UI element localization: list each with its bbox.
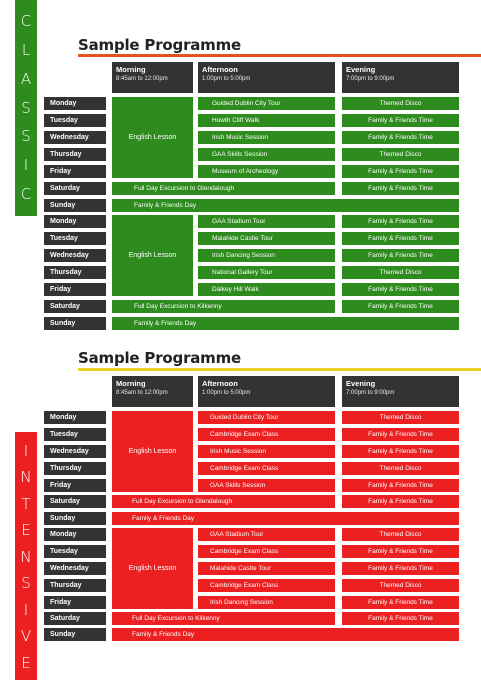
classic-morning-header bbox=[112, 62, 193, 93]
classic-evening-activity: Family & Friends Time bbox=[342, 283, 459, 296]
classic-day-label: Wednesday bbox=[44, 131, 106, 144]
header-title: Morning bbox=[116, 65, 146, 74]
intensive-sunday-activity: Family & Friends Day bbox=[112, 512, 459, 525]
header-time: 8:45am to 12:00pm bbox=[116, 76, 168, 82]
classic-letter: C bbox=[20, 185, 32, 204]
intensive-letter: E bbox=[21, 521, 31, 539]
intensive-day-label: Wednesday bbox=[44, 445, 106, 458]
classic-afternoon-activity: Museum of Archeology bbox=[198, 165, 335, 178]
classic-letter: L bbox=[21, 40, 31, 59]
intensive-day-label: Tuesday bbox=[44, 428, 106, 441]
classic-letter: I bbox=[23, 156, 29, 175]
intensive-afternoon-activity: Guided Dublin City Tour bbox=[198, 411, 335, 424]
classic-sunday-activity: Family & Friends Day bbox=[112, 199, 459, 212]
classic-afternoon-activity: GAA Skills Session bbox=[198, 148, 335, 161]
intensive-day-label: Sunday bbox=[44, 512, 106, 525]
intensive-day-label: Friday bbox=[44, 596, 106, 609]
intensive-afternoon-activity: Cambridge Exam Class bbox=[198, 579, 335, 592]
intensive-evening-activity: Family & Friends Time bbox=[342, 562, 459, 575]
intensive-evening-header bbox=[342, 376, 459, 407]
header-time: 7:00pm to 9:00pm bbox=[346, 76, 395, 82]
classic-evening-activity: Family & Friends Time bbox=[342, 182, 459, 195]
intensive-letter: E bbox=[21, 653, 31, 672]
intensive-afternoon-activity: Malahide Castle Tour bbox=[198, 562, 335, 575]
classic-day-label: Tuesday bbox=[44, 114, 106, 127]
intensive-day-label: Monday bbox=[44, 411, 106, 424]
classic-evening-activity: Themed Disco bbox=[342, 148, 459, 161]
classic-afternoon-activity: Malahide Castle Tour bbox=[198, 232, 335, 245]
classic-evening-activity: Themed Disco bbox=[342, 97, 459, 110]
intensive-day-label: Sunday bbox=[44, 628, 106, 641]
intensive-day-label: Monday bbox=[44, 528, 106, 541]
intensive-day-label: Friday bbox=[44, 479, 106, 492]
classic-day-label: Friday bbox=[44, 283, 106, 296]
intensive-title-rule bbox=[78, 368, 481, 371]
classic-title-rule bbox=[78, 54, 481, 57]
intensive-evening-activity: Themed Disco bbox=[342, 579, 459, 592]
classic-day-label: Wednesday bbox=[44, 249, 106, 262]
classic-week1-english-lesson: English Lesson bbox=[112, 97, 193, 178]
intensive-sunday-activity: Family & Friends Day bbox=[112, 628, 459, 641]
intensive-evening-activity: Family & Friends Time bbox=[342, 545, 459, 558]
classic-letter: S bbox=[21, 127, 31, 146]
intensive-day-label: Saturday bbox=[44, 612, 106, 625]
intensive-afternoon-activity: GAA Stadium Tour bbox=[198, 528, 335, 541]
classic-letter: S bbox=[21, 98, 31, 117]
header-title: Afternoon bbox=[202, 379, 238, 388]
classic-day-label: Saturday bbox=[44, 182, 106, 195]
intensive-saturday-excursion: Full Day Excursion to Kilkenny bbox=[112, 612, 335, 625]
classic-afternoon-activity: Irish Music Session bbox=[198, 131, 335, 144]
classic-week2-english-lesson: English Lesson bbox=[112, 215, 193, 296]
intensive-afternoon-activity: Irish Music Session bbox=[198, 445, 335, 458]
header-title: Evening bbox=[346, 65, 376, 74]
classic-day-label: Thursday bbox=[44, 266, 106, 279]
classic-afternoon-activity: Dalkey Hill Walk bbox=[198, 283, 335, 296]
intensive-week1-english-lesson: English Lesson bbox=[112, 411, 193, 492]
intensive-letter: V bbox=[20, 627, 32, 645]
header-time: 8:45am to 12:00pm bbox=[116, 390, 168, 396]
intensive-letter: I bbox=[23, 600, 29, 619]
classic-afternoon-activity: Guided Dublin City Tour bbox=[198, 97, 335, 110]
intensive-evening-activity: Themed Disco bbox=[342, 528, 459, 541]
intensive-day-label: Thursday bbox=[44, 579, 106, 592]
classic-letter: C bbox=[20, 11, 32, 30]
intensive-evening-activity: Family & Friends Time bbox=[342, 479, 459, 492]
classic-afternoon-activity: National Gallery Tour bbox=[198, 266, 335, 279]
classic-day-label: Monday bbox=[44, 215, 106, 228]
intensive-day-label: Tuesday bbox=[44, 545, 106, 558]
intensive-evening-activity: Family & Friends Time bbox=[342, 428, 459, 441]
classic-side-label bbox=[15, 0, 37, 216]
header-time: 1:00pm to 5:00pm bbox=[202, 76, 251, 82]
intensive-day-label: Thursday bbox=[44, 462, 106, 475]
classic-day-label: Monday bbox=[44, 97, 106, 110]
classic-saturday-excursion: Full Day Excursion to Glendalough bbox=[112, 182, 335, 195]
intensive-day-label: Wednesday bbox=[44, 562, 106, 575]
header-time: 1:00pm to 5:00pm bbox=[202, 390, 251, 396]
intensive-evening-activity: Family & Friends Time bbox=[342, 596, 459, 609]
intensive-side-label bbox=[15, 432, 37, 680]
intensive-title: Sample Programme bbox=[78, 349, 242, 367]
classic-afternoon-activity: GAA Stadium Tour bbox=[198, 215, 335, 228]
classic-saturday-excursion: Full Day Excursion to Kilkenny bbox=[112, 300, 335, 313]
classic-day-label: Sunday bbox=[44, 199, 106, 212]
classic-day-label: Sunday bbox=[44, 317, 106, 330]
header-title: Morning bbox=[116, 379, 146, 388]
intensive-afternoon-activity: Irish Dancing Session bbox=[198, 596, 335, 609]
classic-afternoon-activity: Irish Dancing Session bbox=[198, 249, 335, 262]
intensive-evening-activity: Family & Friends Time bbox=[342, 445, 459, 458]
classic-afternoon-header bbox=[198, 62, 335, 93]
classic-day-label: Friday bbox=[44, 165, 106, 178]
classic-evening-activity: Family & Friends Time bbox=[342, 131, 459, 144]
intensive-morning-header bbox=[112, 376, 193, 407]
classic-evening-activity: Family & Friends Time bbox=[342, 215, 459, 228]
classic-evening-activity: Family & Friends Time bbox=[342, 249, 459, 262]
classic-afternoon-activity: Howth Cliff Walk bbox=[198, 114, 335, 127]
classic-evening-activity: Family & Friends Time bbox=[342, 114, 459, 127]
classic-evening-header bbox=[342, 62, 459, 93]
header-title: Evening bbox=[346, 379, 376, 388]
intensive-evening-activity: Family & Friends Time bbox=[342, 612, 459, 625]
classic-evening-activity: Family & Friends Time bbox=[342, 300, 459, 313]
intensive-afternoon-activity: GAA Skills Session bbox=[198, 479, 335, 492]
classic-sunday-activity: Family & Friends Day bbox=[112, 317, 459, 330]
intensive-afternoon-activity: Cambridge Exam Class bbox=[198, 428, 335, 441]
classic-title: Sample Programme bbox=[78, 36, 242, 54]
classic-evening-activity: Family & Friends Time bbox=[342, 165, 459, 178]
header-time: 7:00pm to 9:00pm bbox=[346, 390, 395, 396]
intensive-saturday-excursion: Full Day Excursion to Glendalough bbox=[112, 495, 335, 508]
intensive-afternoon-activity: Cambridge Exam Class bbox=[198, 545, 335, 558]
classic-day-label: Saturday bbox=[44, 300, 106, 313]
classic-letter: A bbox=[20, 69, 32, 88]
intensive-letter: S bbox=[21, 574, 31, 592]
intensive-evening-activity: Themed Disco bbox=[342, 411, 459, 424]
intensive-week2-english-lesson: English Lesson bbox=[112, 528, 193, 609]
intensive-afternoon-activity: Cambridge Exam Class bbox=[198, 462, 335, 475]
classic-evening-activity: Family & Friends Time bbox=[342, 232, 459, 245]
intensive-letter: N bbox=[20, 468, 32, 486]
intensive-day-label: Saturday bbox=[44, 495, 106, 508]
classic-evening-activity: Themed Disco bbox=[342, 266, 459, 279]
intensive-evening-activity: Themed Disco bbox=[342, 462, 459, 475]
intensive-letter: T bbox=[21, 494, 31, 513]
classic-day-label: Tuesday bbox=[44, 232, 106, 245]
header-title: Afternoon bbox=[202, 65, 238, 74]
intensive-letter: N bbox=[20, 547, 32, 566]
classic-day-label: Thursday bbox=[44, 148, 106, 161]
intensive-letter: I bbox=[23, 441, 29, 460]
intensive-evening-activity: Family & Friends Time bbox=[342, 495, 459, 508]
intensive-afternoon-header bbox=[198, 376, 335, 407]
